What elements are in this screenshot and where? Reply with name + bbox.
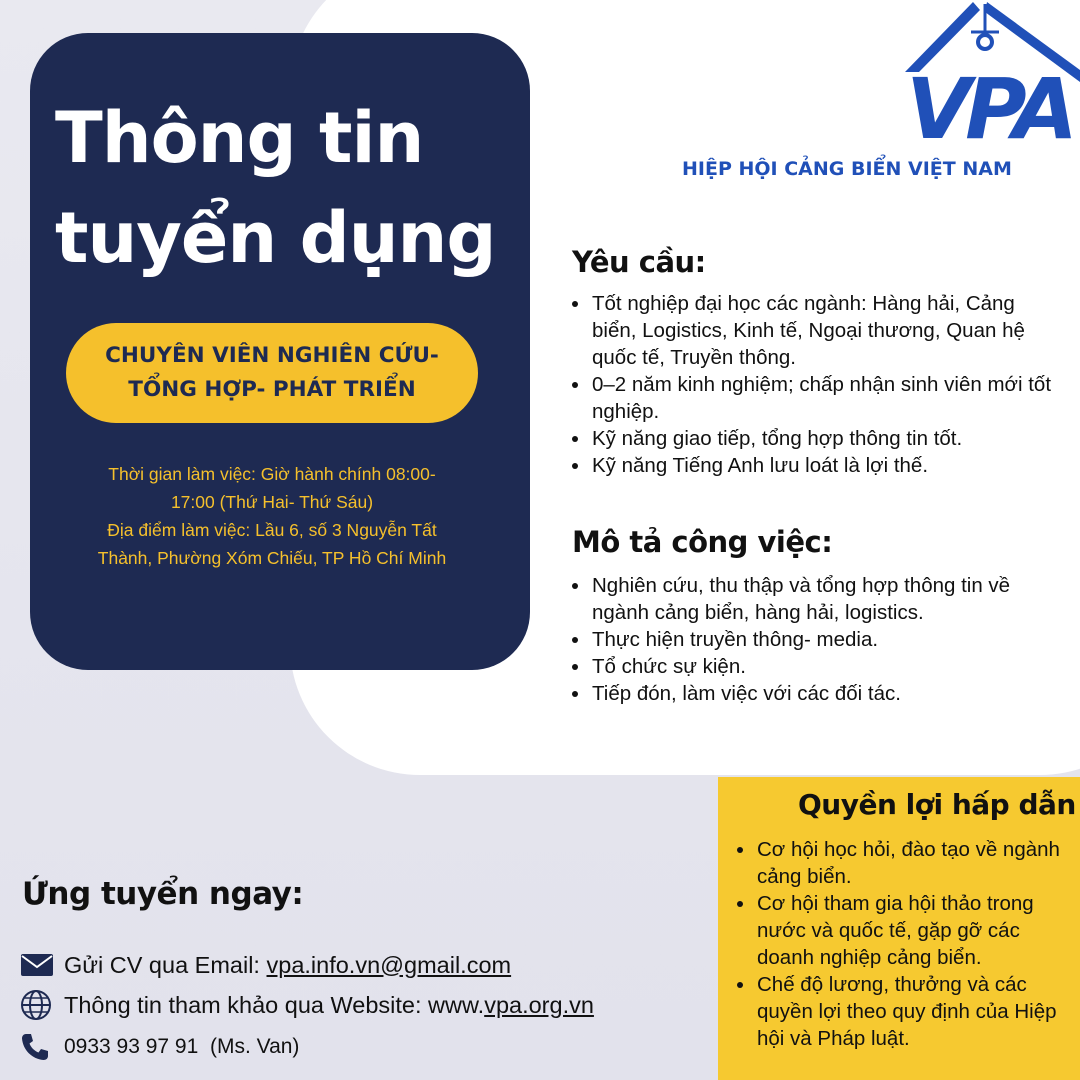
work-info-line: Địa điểm làm việc: Lầu 6, số 3 Nguyễn Tất: [107, 520, 437, 540]
requirements-list: [570, 290, 1060, 479]
website-link[interactable]: vpa.org.vn: [484, 991, 594, 1018]
email-link[interactable]: vpa.info.vn@gmail.com: [266, 951, 512, 978]
list-item: Chế độ lương, thưởng và các quyền lợi theo quy định của Hiệp hội và Pháp luật.: [735, 971, 1065, 1052]
list-item: Kỹ năng Tiếng Anh lưu loát là lợi thế.: [570, 452, 1060, 479]
list-item: Kỹ năng giao tiếp, tổng hợp thông tin tốt.: [570, 425, 1060, 452]
work-info-line: Thành, Phường Xóm Chiếu, TP Hồ Chí Minh: [97, 548, 447, 568]
work-info-line: Thời gian làm việc: Giờ hành chính 08:00-: [108, 464, 436, 484]
list-item: Cơ hội tham gia hội thảo trong nước và quốc tế, gặp gỡ các doanh nghiệp cảng biển.: [735, 890, 1065, 971]
phone-row: [20, 1032, 299, 1062]
website-row: [20, 990, 594, 1020]
list-item: Cơ hội học hỏi, đào tạo về ngành cảng biển.: [735, 836, 1065, 890]
job-description-list: [570, 572, 1060, 707]
globe-icon: [20, 990, 56, 1020]
position-line-1: CHUYÊN VIÊN NGHIÊN CỨU-: [105, 343, 439, 368]
list-item: Tốt nghiệp đại học các ngành: Hàng hải, Cảng biển, Logistics, Kinh tế, Ngoại thương, Quan hệ quốc tế, Truyền thông.: [570, 290, 1060, 371]
title-line-2: tuyển dụng: [55, 197, 496, 279]
logo-text: VPA: [906, 60, 1072, 140]
position-line-2: TỔNG HỢP- PHÁT TRIỂN: [128, 377, 416, 402]
org-name: HIỆP HỘI CẢNG BIỂN VIỆT NAM: [682, 158, 1012, 180]
position-badge: [66, 323, 478, 423]
phone-number[interactable]: 0933 93 97 91 (Ms. Van): [64, 1035, 300, 1058]
requirements-title: Yêu cầu:: [572, 245, 706, 279]
work-info-line: 17:00 (Thứ Hai- Thứ Sáu): [170, 492, 374, 512]
list-item: Tiếp đón, làm việc với các đối tác.: [570, 680, 1060, 707]
vpa-logo: [905, 0, 1080, 140]
list-item: 0–2 năm kinh nghiệm; chấp nhận sinh viên mới tốt nghiệp.: [570, 371, 1060, 425]
mail-icon: [20, 950, 56, 980]
job-description-title: Mô tả công việc:: [572, 525, 833, 559]
benefits-list: [735, 836, 1065, 1052]
benefits-title: Quyền lợi hấp dẫn: [798, 788, 1076, 821]
list-item: Tổ chức sự kiện.: [570, 653, 1060, 680]
list-item: Nghiên cứu, thu thập và tổng hợp thông tin về ngành cảng biển, hàng hải, logistics.: [570, 572, 1060, 626]
list-item: Thực hiện truyền thông- media.: [570, 626, 1060, 653]
page-title: [55, 88, 535, 288]
website-label: Thông tin tham khảo qua Website: www.: [64, 991, 485, 1018]
apply-title: Ứng tuyển ngay:: [22, 876, 304, 912]
email-label: Gửi CV qua Email:: [64, 951, 267, 978]
email-row: [20, 950, 511, 980]
title-line-1: Thông tin: [55, 97, 424, 179]
work-info: [62, 460, 482, 572]
phone-icon: [20, 1032, 56, 1062]
